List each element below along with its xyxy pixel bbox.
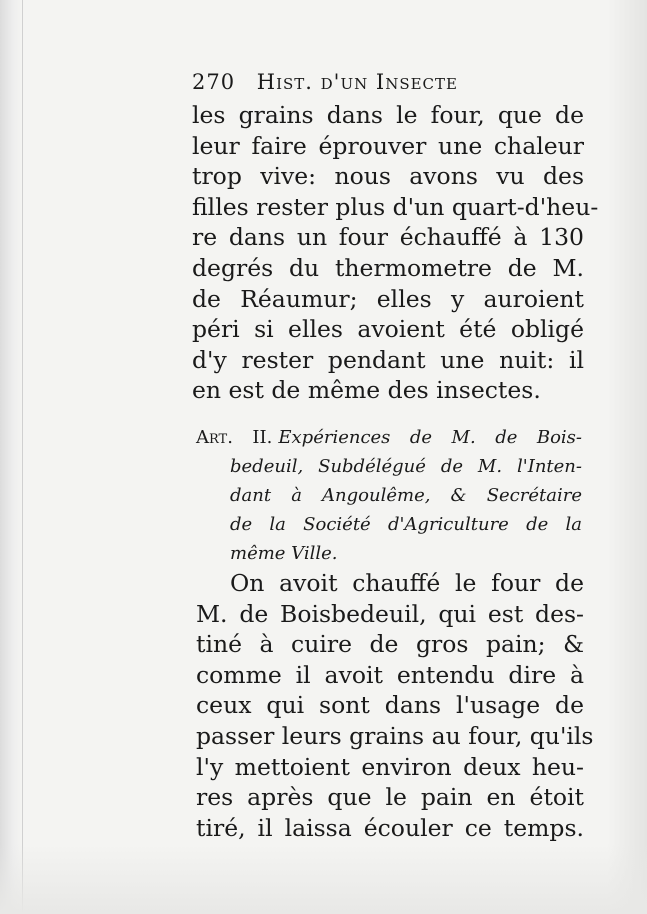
text-line: ceux qui sont dans l'usage de	[196, 691, 584, 720]
running-head	[192, 70, 572, 94]
text-line: filles rester plus d'un quart-d'heu-	[192, 192, 599, 221]
text-line: On avoit chauffé le four de	[230, 569, 584, 597]
page-bottom-shadow	[0, 844, 647, 914]
article-heading	[196, 423, 582, 568]
article-heading-line: dant à Angoulême, & Secrétaire	[230, 485, 582, 506]
article-heading-line: de la Société d'Agriculture de la	[230, 514, 582, 535]
text-line: en est de même des insectes.	[192, 376, 541, 405]
text-line: de Réaumur; elles y auroient	[192, 284, 584, 313]
text-line: re dans un four échauffé à 130	[192, 223, 584, 252]
text-line: l'y mettoient environ deux heu-	[196, 752, 584, 781]
text-line: péri si elles avoient été obligé	[192, 315, 584, 344]
page-number: 270	[192, 70, 236, 94]
text-line: comme il avoit entendu dire à	[196, 660, 584, 689]
text-line: d'y rester pendant une nuit: il	[192, 345, 584, 374]
article-heading-line: même Ville.	[230, 543, 338, 564]
article-heading-text: Expériences de M. de Bois-	[278, 427, 582, 448]
text-line: tiné à cuire de gros pain; &	[196, 630, 584, 659]
text-line: degrés du thermometre de M.	[192, 253, 584, 282]
binding-gutter	[0, 0, 23, 914]
text-line: leur faire éprouver une chaleur	[192, 131, 584, 160]
text-line: M. de Boisbedeuil, qui est des-	[196, 599, 584, 628]
paragraph-2	[196, 568, 594, 843]
article-heading-line	[196, 423, 582, 452]
running-title: Hist. d'un Insecte	[256, 70, 458, 94]
paragraph-1	[192, 100, 599, 406]
article-label: Art. II.	[196, 427, 273, 448]
text-line: res après que le pain en étoit	[196, 783, 584, 812]
article-heading-line: bedeuil, Subdélégué de M. l'Inten-	[230, 456, 582, 477]
page-edge-shadow	[607, 0, 647, 914]
text-line: trop vive: nous avons vu des	[192, 162, 584, 191]
text-line: les grains dans le four, que de	[192, 101, 584, 129]
text-line: tiré, il laissa écouler ce temps.	[196, 813, 584, 842]
text-line: passer leurs grains au four, qu'ils	[196, 721, 594, 750]
